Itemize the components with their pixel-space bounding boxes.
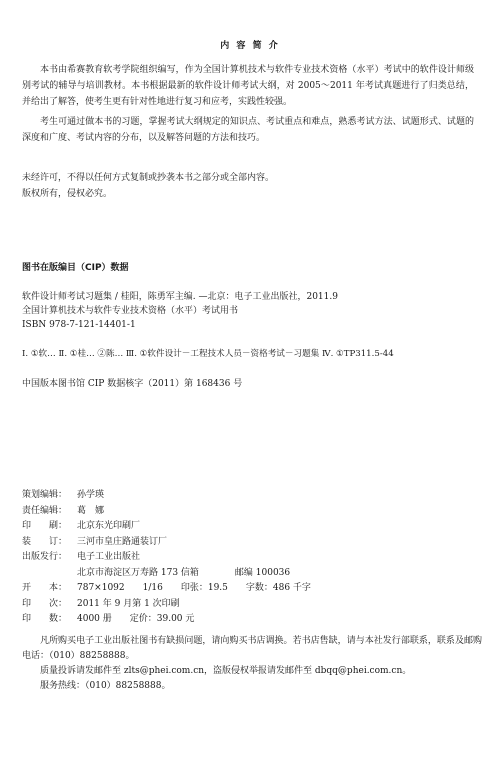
quality-complaint-line: 质量投诉请发邮件至 zlts@phei.com.cn，盗版侵权举报请发邮件至 dbqq@phei.com.cn。	[40, 666, 412, 676]
copies-row	[22, 612, 482, 628]
edition-value: 2011 年 9 月第 1 次印刷	[77, 598, 180, 609]
binding-label: 装 订：	[22, 536, 68, 547]
cip-classification: Ⅰ. ①软… Ⅱ. ①桂… ②陈… Ⅲ. ①软件设计－工程技术人员－资格考试－习题集 Ⅳ. ①TP311.5-44	[22, 349, 394, 359]
planning-editor-row	[22, 488, 482, 504]
cip-record	[22, 290, 482, 332]
publisher-row	[22, 550, 482, 566]
intro-title: 内 容 简 介	[220, 41, 280, 51]
copies-label: 印 数：	[22, 614, 68, 624]
planning-editor-label: 策划编辑：	[22, 490, 68, 500]
format-row	[22, 581, 482, 597]
service-hotline-line: 服务热线：（010）88258888。	[40, 681, 171, 691]
responsible-editor-value: 葛 娜	[77, 505, 105, 516]
format-label: 开 本：	[22, 583, 68, 593]
publisher-address: 北京市海淀区万寿路 173 信箱	[77, 567, 199, 578]
publication-details	[22, 488, 482, 628]
binding-row	[22, 535, 482, 551]
copyright-line-1: 未经许可，不得以任何方式复制或抄袭本书之部分或全部内容。	[22, 173, 275, 183]
copies-value: 4000 册	[77, 614, 112, 624]
printer-value: 北京东光印刷厂	[77, 521, 141, 531]
responsible-editor-row	[22, 504, 482, 520]
publisher-label: 出版发行：	[22, 552, 68, 562]
planning-editor-value: 孙学瑛	[77, 490, 105, 500]
price-value: 定价：39.00 元	[129, 614, 195, 624]
intro-paragraph-1: 本书由希赛教育软考学院组织编写，作为全国计算机技术与软件专业技术资格（水平）考试中的软件设计师级别考试的辅导与培训教材。本书根据最新的软件设计师考试大纲，对 2005～2011 年考试真题进行了归类总结，并给出了解答，使考生更有针对性地进行复习和应考，实践性较强。	[22, 65, 474, 107]
notice-paragraph: 凡所购买电子工业出版社图书有缺损问题，请向购买书店调换。若书店售缺，请与本社发行部联系，联系及邮购电话：（010）88258888。	[22, 636, 482, 661]
format-value: 787×1092	[77, 583, 125, 593]
intro-paragraph-2: 考生可通过做本书的习题，掌握考试大纲规定的知识点、考试重点和难点，熟悉考试方法、试题形式、试题的深度和广度、考试内容的分布，以及解答问题的方法和技巧。	[22, 117, 474, 143]
responsible-editor-label: 责任编辑：	[22, 505, 68, 516]
publisher-value: 电子工业出版社	[77, 552, 141, 562]
cip-isbn-line: ISBN 978-7-121-14401-1	[22, 320, 136, 330]
copyright-line-2: 版权所有，侵权必究。	[22, 189, 113, 199]
cip-heading: 图书在版编目（CIP）数据	[22, 263, 129, 273]
customer-notice	[22, 634, 482, 694]
printer-label: 印 刷：	[22, 521, 68, 531]
printer-row	[22, 519, 482, 535]
edition-row	[22, 597, 482, 613]
cip-title-line: 软件设计师考试习题集 / 桂阳，陈勇军主编. —北京：电子工业出版社，2011.9	[22, 292, 338, 302]
intro-section	[22, 62, 474, 150]
word-count: 字数：486 千字	[245, 583, 311, 593]
copyright-notice	[22, 170, 474, 202]
binding-value: 三河市皇庄路通装订厂	[77, 536, 168, 547]
cip-series-line: 全国计算机技术与软件专业技术资格（水平）考试用书	[22, 306, 239, 316]
format-fold: 1/16	[142, 583, 163, 593]
address-row	[22, 566, 482, 582]
printed-sheets: 印张：19.5	[180, 583, 228, 593]
cip-verification: 中国版本图书馆 CIP 数据核字（2011）第 168436 号	[22, 379, 243, 389]
edition-label: 印 次：	[22, 598, 68, 609]
publisher-postcode: 邮编 100036	[234, 567, 291, 578]
